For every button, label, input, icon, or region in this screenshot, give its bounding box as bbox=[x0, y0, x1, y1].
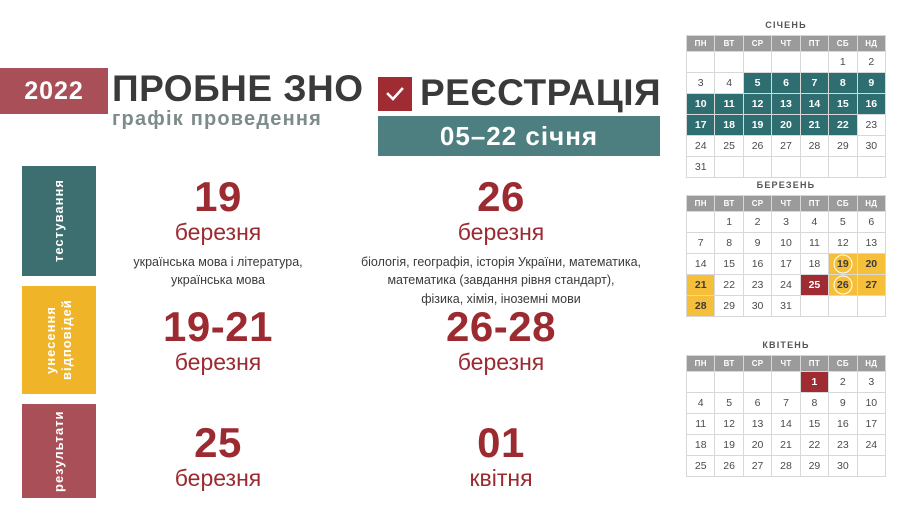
calendar-day: 25 bbox=[715, 136, 743, 157]
calendar-day-empty bbox=[744, 157, 772, 178]
calendar-day: 7 bbox=[801, 73, 829, 94]
calendar-day-empty bbox=[715, 372, 743, 393]
results-session-b-day: 01 bbox=[477, 419, 525, 466]
calendar-day: 23 bbox=[858, 115, 886, 136]
calendar-day: 27 bbox=[858, 275, 886, 296]
calendar-april-grid bbox=[686, 355, 886, 477]
calendar-day: 12 bbox=[715, 414, 743, 435]
calendar-day: 12 bbox=[744, 94, 772, 115]
calendar-day: 13 bbox=[858, 233, 886, 254]
calendar-day: 28 bbox=[772, 456, 800, 477]
calendar-day: 30 bbox=[744, 296, 772, 317]
answers-session-a-month: березня bbox=[174, 349, 262, 375]
calendar-weekday-header: ВТ bbox=[715, 196, 743, 212]
calendar-day: 11 bbox=[715, 94, 743, 115]
stage-label-results: результати bbox=[22, 404, 96, 498]
calendar-weekday-header: СР bbox=[744, 356, 772, 372]
calendar-day: 31 bbox=[687, 157, 715, 178]
testing-session-b-day: 26 bbox=[477, 173, 525, 220]
calendar-weekday-header: ЧТ bbox=[772, 36, 800, 52]
answers-session-a bbox=[106, 303, 330, 375]
calendar-day: 21 bbox=[772, 435, 800, 456]
calendar-day-empty bbox=[687, 52, 715, 73]
calendar-day: 21 bbox=[801, 115, 829, 136]
calendar-day-empty bbox=[801, 296, 829, 317]
calendar-day: 27 bbox=[772, 136, 800, 157]
calendar-day: 28 bbox=[687, 296, 715, 317]
stage-label-answers: унесення відповідей bbox=[22, 286, 96, 394]
calendar-day: 17 bbox=[687, 115, 715, 136]
calendar-day: 9 bbox=[858, 73, 886, 94]
calendar-day-empty bbox=[829, 157, 857, 178]
calendar-day: 10 bbox=[858, 393, 886, 414]
calendar-day: 17 bbox=[772, 254, 800, 275]
calendar-day-empty bbox=[715, 52, 743, 73]
calendar-weekday-header: ВТ bbox=[715, 36, 743, 52]
calendar-day: 24 bbox=[687, 136, 715, 157]
calendar-day: 16 bbox=[858, 94, 886, 115]
calendar-march bbox=[686, 180, 886, 317]
calendar-weekday-header: НД bbox=[858, 36, 886, 52]
calendar-day: 22 bbox=[829, 115, 857, 136]
calendar-weekday-header: СБ bbox=[829, 356, 857, 372]
calendar-day: 11 bbox=[801, 233, 829, 254]
calendar-weekday-header: ПТ bbox=[801, 36, 829, 52]
calendar-day: 3 bbox=[687, 73, 715, 94]
calendar-day: 16 bbox=[829, 414, 857, 435]
calendar-day: 3 bbox=[772, 212, 800, 233]
calendar-day: 19 bbox=[829, 254, 857, 275]
testing-session-a-month: березня bbox=[174, 219, 262, 245]
calendar-day: 20 bbox=[858, 254, 886, 275]
calendar-day: 14 bbox=[687, 254, 715, 275]
calendar-day: 8 bbox=[715, 233, 743, 254]
calendar-day: 24 bbox=[858, 435, 886, 456]
page-title: ПРОБНЕ ЗНО bbox=[112, 68, 364, 109]
calendar-day: 25 bbox=[801, 275, 829, 296]
calendar-day: 6 bbox=[744, 393, 772, 414]
calendar-day: 30 bbox=[858, 136, 886, 157]
calendar-day: 19 bbox=[744, 115, 772, 136]
calendar-day-empty bbox=[715, 157, 743, 178]
calendar-day: 21 bbox=[687, 275, 715, 296]
year-badge: 2022 bbox=[0, 68, 108, 114]
calendar-day: 24 bbox=[772, 275, 800, 296]
calendar-day: 26 bbox=[829, 275, 857, 296]
answers-session-a-day: 19-21 bbox=[163, 303, 273, 350]
calendar-march-title: БЕРЕЗЕНЬ bbox=[756, 180, 816, 190]
calendar-january-grid bbox=[686, 35, 886, 178]
calendar-day-empty bbox=[829, 296, 857, 317]
testing-session-a-subjects: українська мова і література, українська мова bbox=[133, 255, 303, 288]
calendar-day: 15 bbox=[801, 414, 829, 435]
calendar-day: 10 bbox=[687, 94, 715, 115]
calendar-day: 13 bbox=[772, 94, 800, 115]
calendar-day: 11 bbox=[687, 414, 715, 435]
calendar-weekday-header: СР bbox=[744, 196, 772, 212]
calendar-day: 26 bbox=[744, 136, 772, 157]
calendar-day-empty bbox=[858, 157, 886, 178]
calendar-weekday-header: ВТ bbox=[715, 356, 743, 372]
registration-title: РЕЄСТРАЦІЯ bbox=[420, 72, 662, 113]
calendar-day: 9 bbox=[744, 233, 772, 254]
registration-block bbox=[378, 60, 660, 156]
calendar-weekday-header: НД bbox=[858, 356, 886, 372]
results-session-a-month: березня bbox=[174, 465, 262, 491]
testing-session-b-month: березня bbox=[457, 219, 545, 245]
calendar-day-empty bbox=[858, 296, 886, 317]
calendar-weekday-header: СБ bbox=[829, 196, 857, 212]
calendar-day: 3 bbox=[858, 372, 886, 393]
calendar-april-title: КВІТЕНЬ bbox=[762, 340, 810, 350]
calendar-day-empty bbox=[744, 372, 772, 393]
testing-session-a-day: 19 bbox=[194, 173, 242, 220]
calendar-day: 19 bbox=[715, 435, 743, 456]
calendar-day: 5 bbox=[744, 73, 772, 94]
calendar-day-empty bbox=[687, 372, 715, 393]
calendar-day: 23 bbox=[829, 435, 857, 456]
calendar-day: 8 bbox=[801, 393, 829, 414]
calendar-day: 1 bbox=[715, 212, 743, 233]
calendar-day: 2 bbox=[744, 212, 772, 233]
calendar-day-empty bbox=[858, 456, 886, 477]
registration-dates: 05–22 січня bbox=[378, 116, 660, 156]
calendar-day: 17 bbox=[858, 414, 886, 435]
calendar-day: 25 bbox=[687, 456, 715, 477]
calendar-weekday-header: ЧТ bbox=[772, 196, 800, 212]
calendar-march-grid bbox=[686, 195, 886, 317]
check-icon bbox=[378, 77, 412, 111]
calendar-weekday-header: НД bbox=[858, 196, 886, 212]
calendar-day: 4 bbox=[801, 212, 829, 233]
calendar-weekday-header: СР bbox=[744, 36, 772, 52]
calendar-day: 20 bbox=[772, 115, 800, 136]
results-session-a-day: 25 bbox=[194, 419, 242, 466]
calendar-weekday-header: СБ bbox=[829, 36, 857, 52]
calendar-january-title: СІЧЕНЬ bbox=[765, 20, 807, 30]
calendar-day: 5 bbox=[829, 212, 857, 233]
calendar-day: 14 bbox=[801, 94, 829, 115]
calendar-day-empty bbox=[772, 52, 800, 73]
calendar-day: 15 bbox=[829, 94, 857, 115]
calendar-day: 13 bbox=[744, 414, 772, 435]
calendar-day: 18 bbox=[715, 115, 743, 136]
calendar-weekday-header: ЧТ bbox=[772, 356, 800, 372]
calendar-day: 6 bbox=[772, 73, 800, 94]
calendar-day: 6 bbox=[858, 212, 886, 233]
calendar-day: 23 bbox=[744, 275, 772, 296]
calendar-day: 12 bbox=[829, 233, 857, 254]
calendar-day: 8 bbox=[829, 73, 857, 94]
calendar-day: 29 bbox=[715, 296, 743, 317]
calendar-day: 31 bbox=[772, 296, 800, 317]
testing-session-b bbox=[336, 173, 666, 308]
calendar-day: 7 bbox=[687, 233, 715, 254]
calendar-day: 18 bbox=[687, 435, 715, 456]
stage-label-testing: тестування bbox=[22, 166, 96, 276]
calendar-day: 27 bbox=[744, 456, 772, 477]
calendar-day: 15 bbox=[715, 254, 743, 275]
calendar-weekday-header: ПТ bbox=[801, 196, 829, 212]
calendar-day-empty bbox=[687, 212, 715, 233]
calendar-day: 5 bbox=[715, 393, 743, 414]
calendar-weekday-header: ПН bbox=[687, 356, 715, 372]
calendar-day: 4 bbox=[687, 393, 715, 414]
calendar-day: 22 bbox=[801, 435, 829, 456]
calendar-weekday-header: ПН bbox=[687, 196, 715, 212]
page-subtitle: графік проведення bbox=[112, 108, 323, 130]
calendar-day: 10 bbox=[772, 233, 800, 254]
header bbox=[0, 30, 662, 151]
calendar-weekday-header: ПТ bbox=[801, 356, 829, 372]
calendar-day: 1 bbox=[801, 372, 829, 393]
calendar-january bbox=[686, 20, 886, 178]
calendar-day-empty bbox=[772, 372, 800, 393]
calendar-day: 28 bbox=[801, 136, 829, 157]
calendar-day: 20 bbox=[744, 435, 772, 456]
calendar-day: 9 bbox=[829, 393, 857, 414]
calendar-day: 30 bbox=[829, 456, 857, 477]
calendar-day: 18 bbox=[801, 254, 829, 275]
calendar-day: 16 bbox=[744, 254, 772, 275]
calendar-day: 1 bbox=[829, 52, 857, 73]
calendar-day: 14 bbox=[772, 414, 800, 435]
calendar-day-empty bbox=[772, 157, 800, 178]
calendar-day: 26 bbox=[715, 456, 743, 477]
calendar-day: 2 bbox=[829, 372, 857, 393]
calendar-april bbox=[686, 340, 886, 477]
testing-session-a bbox=[106, 173, 330, 290]
calendar-day: 22 bbox=[715, 275, 743, 296]
calendar-day: 29 bbox=[829, 136, 857, 157]
calendar-day-empty bbox=[801, 52, 829, 73]
answers-session-b-month: березня bbox=[457, 349, 545, 375]
calendar-weekday-header: ПН bbox=[687, 36, 715, 52]
calendar-day-empty bbox=[801, 157, 829, 178]
calendar-day: 2 bbox=[858, 52, 886, 73]
calendar-day: 7 bbox=[772, 393, 800, 414]
calendar-day-empty bbox=[744, 52, 772, 73]
answers-session-b-day: 26-28 bbox=[446, 303, 556, 350]
results-session-a bbox=[106, 419, 330, 491]
results-session-b-month: квітня bbox=[469, 465, 533, 491]
testing-session-b-subjects: біологія, географія, історія України, математика, математика (завдання рівня стандарт), фізика, хімія, іноземні мови bbox=[360, 255, 642, 306]
answers-session-b bbox=[336, 303, 666, 375]
calendar-day: 4 bbox=[715, 73, 743, 94]
calendar-day: 29 bbox=[801, 456, 829, 477]
results-session-b bbox=[336, 419, 666, 491]
